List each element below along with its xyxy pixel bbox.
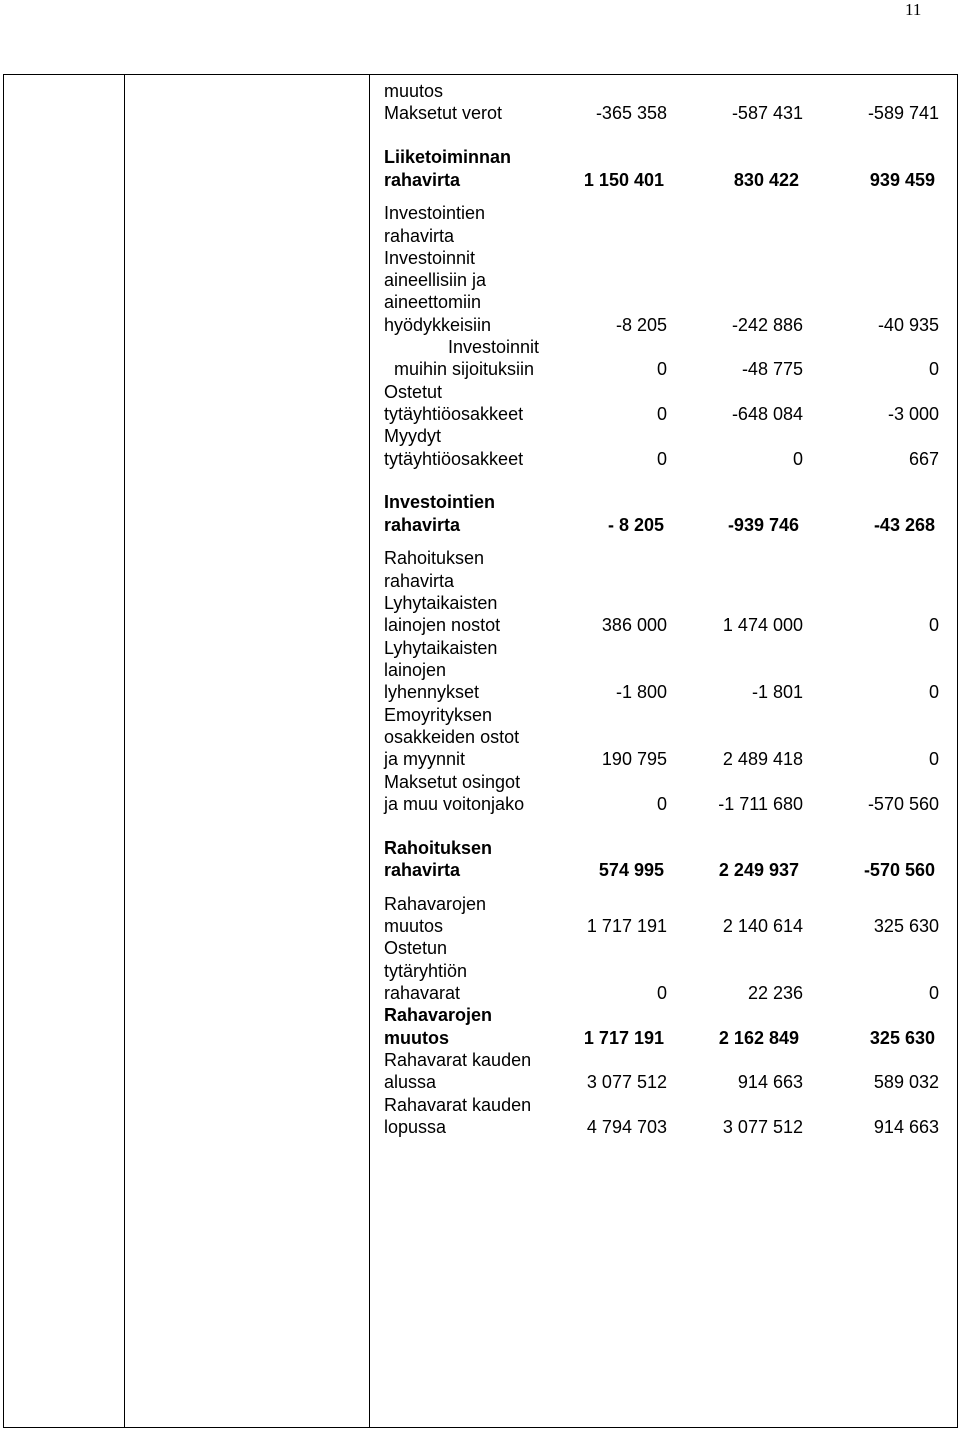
value-col-2: -48 775: [741, 359, 803, 379]
value-col-2: -242 886: [731, 315, 803, 335]
row-label: ja myynnit: [384, 749, 466, 769]
table-row: [4, 547, 959, 569]
value-col-1: 0: [656, 404, 667, 424]
table-row: [4, 592, 959, 614]
row-label: rahavirta: [384, 571, 455, 591]
row-label: tytäryhtiön: [384, 961, 468, 981]
row-label: Rahoituksen: [384, 548, 485, 568]
row-label: Lyhytaikaisten: [384, 638, 498, 658]
value-col-2: 3 077 512: [722, 1117, 803, 1137]
table-row: [4, 859, 959, 881]
table-row: [4, 403, 959, 425]
row-label: Rahoituksen: [384, 838, 493, 858]
table-row: [4, 726, 959, 748]
row-label: Emoyrityksen: [384, 705, 493, 725]
page-number: 11: [905, 0, 922, 19]
row-label: rahavarat: [384, 983, 461, 1003]
table-row: [4, 1049, 959, 1071]
value-col-3: -43 268: [873, 515, 935, 535]
table-row: [4, 659, 959, 681]
table-row: [4, 793, 959, 815]
value-col-3: 325 630: [869, 1028, 935, 1048]
table-row: [4, 960, 959, 982]
table-row: [4, 637, 959, 659]
row-label: aineellisiin ja: [384, 270, 487, 290]
table-row: [4, 448, 959, 470]
table-row: [4, 982, 959, 1004]
value-col-1: 0: [656, 794, 667, 814]
table-row: [4, 1027, 959, 1049]
table-row: [4, 80, 959, 102]
table-row: [4, 570, 959, 592]
value-col-1: -8 205: [615, 315, 667, 335]
value-col-3: -589 741: [867, 103, 939, 123]
value-col-3: -3 000: [887, 404, 939, 424]
value-col-1: 386 000: [601, 615, 667, 635]
table-row: [4, 247, 959, 269]
value-col-3: 0: [928, 359, 939, 379]
row-label: osakkeiden ostot: [384, 727, 520, 747]
row-label: Maksetut verot: [384, 103, 503, 123]
row-label: ja muu voitonjako: [384, 794, 525, 814]
value-col-1: -1 800: [615, 682, 667, 702]
value-col-1: 190 795: [601, 749, 667, 769]
table-row: [4, 837, 959, 859]
row-label: rahavirta: [384, 860, 461, 880]
table-row: [4, 269, 959, 291]
value-col-2: 2 140 614: [722, 916, 803, 936]
row-label: rahavirta: [384, 515, 461, 535]
row-label: Maksetut osingot: [384, 772, 521, 792]
row-label: tytäyhtiöosakkeet: [384, 449, 524, 469]
table-row: [4, 1004, 959, 1026]
row-label: alussa: [384, 1072, 437, 1092]
row-label: Liiketoiminnan: [384, 147, 512, 167]
value-col-1: 0: [656, 983, 667, 1003]
row-label: Rahavarojen: [384, 894, 487, 914]
value-col-3: 914 663: [873, 1117, 939, 1137]
row-label: Rahavarojen: [384, 1005, 493, 1025]
table-row: [4, 1071, 959, 1093]
value-col-3: 0: [928, 983, 939, 1003]
table-row: [4, 291, 959, 313]
row-label: Rahavarat kauden: [384, 1095, 532, 1115]
value-col-2: -648 084: [731, 404, 803, 424]
row-label: rahavirta: [384, 170, 461, 190]
value-col-2: 22 236: [747, 983, 803, 1003]
row-label: muutos: [384, 81, 444, 101]
value-col-3: 589 032: [873, 1072, 939, 1092]
value-col-1: 0: [656, 449, 667, 469]
row-label: muutos: [384, 916, 444, 936]
value-col-3: 667: [908, 449, 939, 469]
row-label: rahavirta: [384, 226, 455, 246]
table-row: [4, 314, 959, 336]
row-label: Investointien: [384, 492, 496, 512]
table-row: [4, 425, 959, 447]
value-col-1: 1 150 401: [583, 170, 664, 190]
value-col-2: 2 162 849: [718, 1028, 799, 1048]
value-col-2: 2 249 937: [718, 860, 799, 880]
value-col-1: -365 358: [595, 103, 667, 123]
value-col-3: 0: [928, 749, 939, 769]
row-label: muihin sijoituksiin: [394, 359, 535, 379]
table-row: [4, 225, 959, 247]
value-col-1: 4 794 703: [586, 1117, 667, 1137]
value-col-3: 0: [928, 682, 939, 702]
table-row: [4, 614, 959, 636]
table-row: [4, 202, 959, 224]
table-row: [4, 893, 959, 915]
table-row: [4, 169, 959, 191]
table-row: [4, 704, 959, 726]
row-label: Rahavarat kauden: [384, 1050, 532, 1070]
value-col-1: 0: [656, 359, 667, 379]
table-row: [4, 1116, 959, 1138]
row-label: Lyhytaikaisten: [384, 593, 498, 613]
value-col-1: 1 717 191: [586, 916, 667, 936]
table-row: [4, 771, 959, 793]
row-label: hyödykkeisiin: [384, 315, 492, 335]
table-row: [4, 937, 959, 959]
row-label: lainojen nostot: [384, 615, 501, 635]
table-row: [4, 491, 959, 513]
value-col-1: 574 995: [598, 860, 664, 880]
value-col-3: -40 935: [877, 315, 939, 335]
table-row: [4, 915, 959, 937]
row-label: Myydyt: [384, 426, 442, 446]
row-label: tytäyhtiöosakkeet: [384, 404, 524, 424]
value-col-2: 0: [792, 449, 803, 469]
value-col-1: 3 077 512: [586, 1072, 667, 1092]
row-label: Ostetut: [384, 382, 443, 402]
row-label: aineettomiin: [384, 292, 482, 312]
value-col-3: 0: [928, 615, 939, 635]
value-col-2: -1 801: [751, 682, 803, 702]
table-row: [4, 1094, 959, 1116]
value-col-3: 325 630: [873, 916, 939, 936]
row-label: lopussa: [384, 1117, 447, 1137]
row-label: Investoinnit: [384, 248, 476, 268]
row-label: Investointien: [384, 203, 486, 223]
table-row: [4, 681, 959, 703]
value-col-2: 830 422: [733, 170, 799, 190]
value-col-2: 2 489 418: [722, 749, 803, 769]
row-label: Investoinnit: [448, 337, 540, 357]
value-col-2: -587 431: [731, 103, 803, 123]
table-row: [4, 381, 959, 403]
value-col-2: 1 474 000: [722, 615, 803, 635]
cash-flow-table: [3, 74, 958, 1428]
value-col-3: -570 560: [867, 794, 939, 814]
value-col-2: -939 746: [727, 515, 799, 535]
row-label: lyhennykset: [384, 682, 480, 702]
value-col-3: -570 560: [863, 860, 935, 880]
value-col-1: - 8 205: [607, 515, 664, 535]
table-row: [4, 514, 959, 536]
row-label: muutos: [384, 1028, 449, 1048]
value-col-2: -1 711 680: [718, 794, 803, 814]
table-row: [4, 146, 959, 168]
row-label: lainojen: [384, 660, 447, 680]
value-col-2: 914 663: [737, 1072, 803, 1092]
table-row: [4, 336, 959, 358]
table-row: [4, 358, 959, 380]
row-label: Ostetun: [384, 938, 448, 958]
value-col-3: 939 459: [869, 170, 935, 190]
table-row: [4, 102, 959, 124]
value-col-1: 1 717 191: [583, 1028, 664, 1048]
table-row: [4, 748, 959, 770]
